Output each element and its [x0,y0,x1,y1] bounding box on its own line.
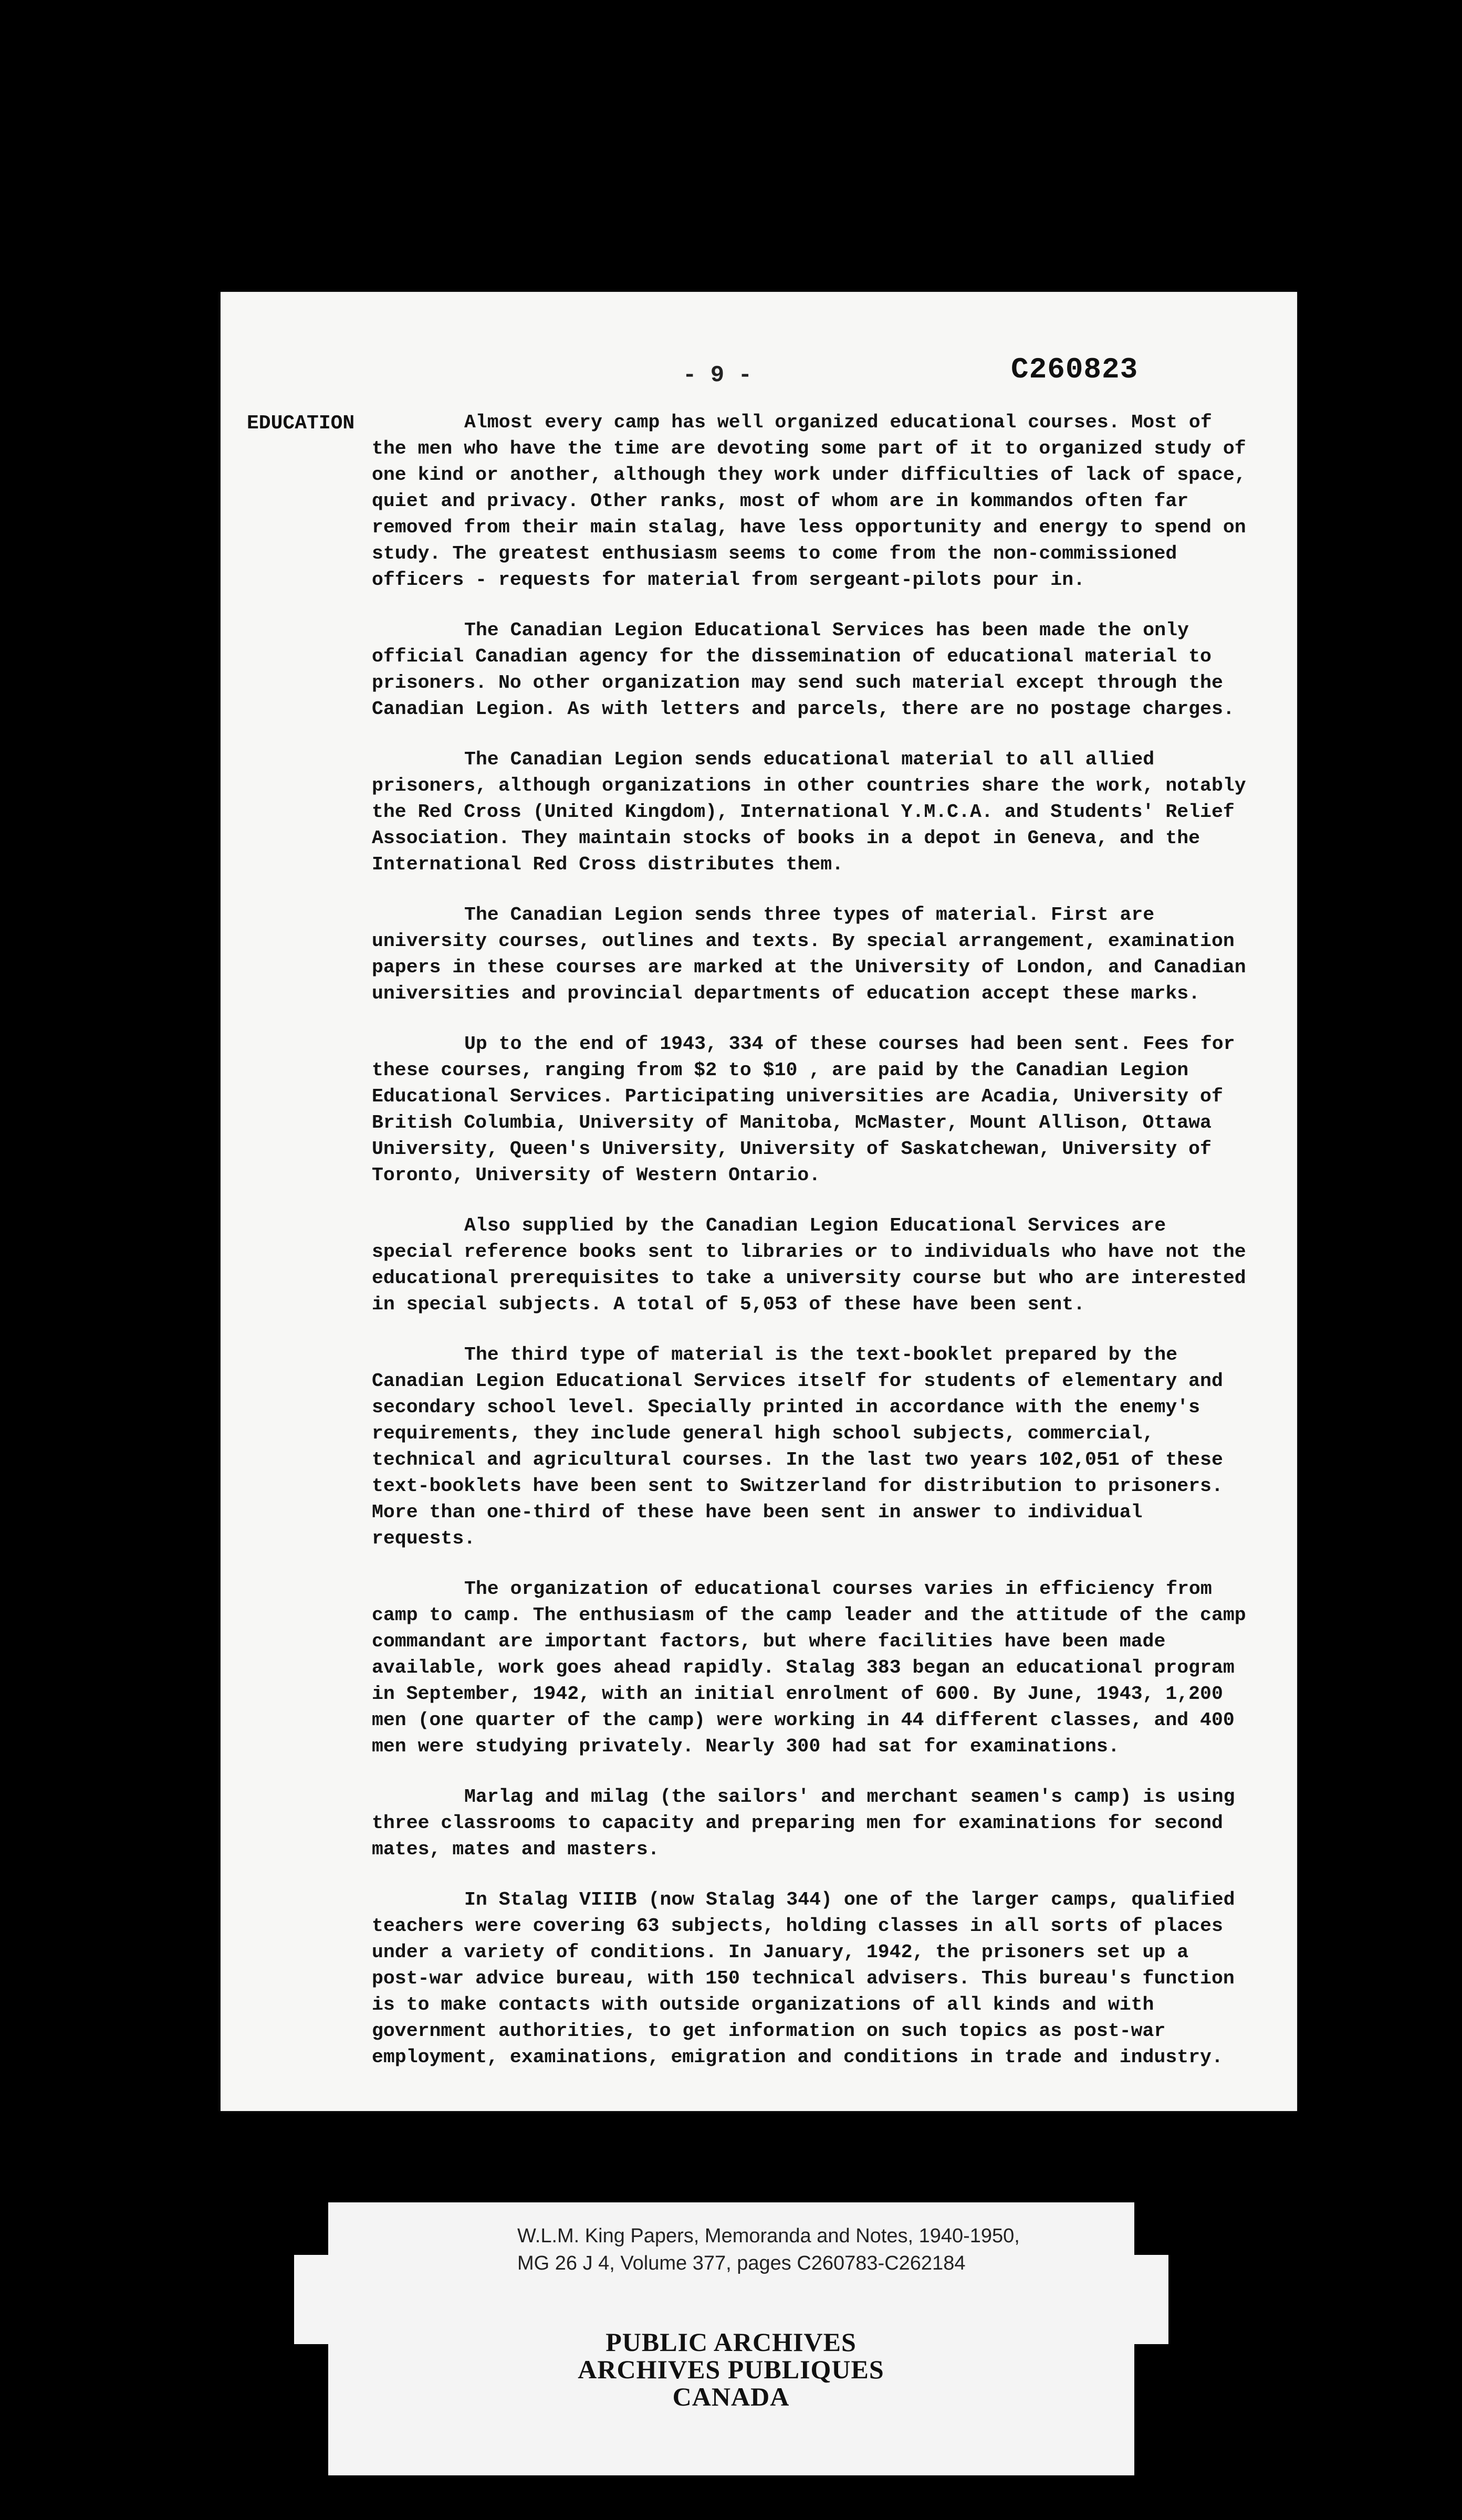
body-text [372,410,1254,2095]
archive-country: CANADA [672,2382,790,2411]
archive-reference-line: W.L.M. King Papers, Memoranda and Notes, 1940-1950, [517,2225,1020,2247]
document-code: C260823 [1011,353,1139,386]
paragraph: The Canadian Legion sends three types of material. First are university courses, outlines and texts. By special arrangement, examination papers in these courses are marked at the University of London, and Canadian universities and provincial departments of education accept these marks. [372,904,1246,1004]
archive-reference-line: MG 26 J 4, Volume 377, pages C260783-C262184 [517,2252,966,2274]
paragraph: Up to the end of 1943, 334 of these courses had been sent. Fees for these courses, ranging from $2 to $10 , are paid by the Canadian Legion Educational Services. Participating universities are Acadia, University of British Columbia, University of Manitoba, McMaster, Mount Allison, Ottawa University, Queen's University, University of Saskatchewan, University of Toronto, University of Western Ontario. [372,1033,1235,1186]
paragraph: In Stalag VIIIB (now Stalag 344) one of the larger camps, qualified teachers were covering 63 subjects, holding classes in all sorts of places under a variety of conditions. In January, 1942, the prisoners set up a post-war advice bureau, with 150 technical advisers. This bureau's function is to make contacts with outside organizations of all kinds and with government authorities, to get information on such topics as post-war employment, examinations, emigration and conditions in trade and industry. [372,1889,1235,2068]
paragraph: Almost every camp has well organized educational courses. Most of the men who have the time are devoting some part of it to organized study of one kind or another, although they work under difficulties of lack of space, quiet and privacy. Other ranks, most of whom are in kommandos often far removed from their main stalag, have less opportunity and energy to spend on study. The greatest enthusiasm seems to come from the non-commissioned officers - requests for material from sergeant-pilots pour in. [372,412,1246,591]
page-number: - 9 - [683,362,753,388]
paragraph: Also supplied by the Canadian Legion Educational Services are special reference books sent to libraries or to individuals who have not the educational prerequisites to take a university course but who are interested in special subjects. A total of 5,053 of these have been sent. [372,1215,1246,1315]
paragraph: Marlag and milag (the sailors' and merchant seamen's camp) is using three classrooms to capacity and preparing men for examinations for second mates, mates and masters. [372,1786,1235,1860]
section-heading: EDUCATION [247,412,355,435]
paragraph: The Canadian Legion sends educational material to all allied prisoners, although organizations in other countries share the work, notably the Red Cross (United Kingdom), International Y.M.C.A. and Students' Relief Association. They maintain stocks of books in a depot in Geneva, and the International Red Cross distributes them. [372,749,1246,875]
paragraph: The Canadian Legion Educational Services has been made the only official Canadian agency for the dissemination of educational material to prisoners. No other organization may send such material except through the Canadian Legion. As with letters and parcels, there are no postage charges. [372,620,1235,720]
paragraph: The organization of educational courses varies in efficiency from camp to camp. The enthusiasm of the camp leader and the attitude of the camp commandant are important factors, but where facilities have been made available, work goes ahead rapidly. Stalag 383 began an educational program in September, 1942, with an initial enrolment of 600. By June, 1943, 1,200 men (one quarter of the camp) were working in 44 different classes, and 400 men were studying privately. Nearly 300 had sat for examinations. [372,1578,1246,1757]
paragraph: The third type of material is the text-booklet prepared by the Canadian Legion Educational Services itself for students of elementary and secondary school level. Specially printed in accordance with the enemy's requirements, they include general high school subjects, commercial, technical and agricultural courses. In the last two years 102,051 of these text-booklets have been sent to Switzerland for distribution to prisoners. More than one-third of these have been sent in answer to individual requests. [372,1344,1223,1549]
archive-name-en: PUBLIC ARCHIVES [605,2327,857,2357]
archive-name-fr: ARCHIVES PUBLIQUES [578,2355,884,2384]
